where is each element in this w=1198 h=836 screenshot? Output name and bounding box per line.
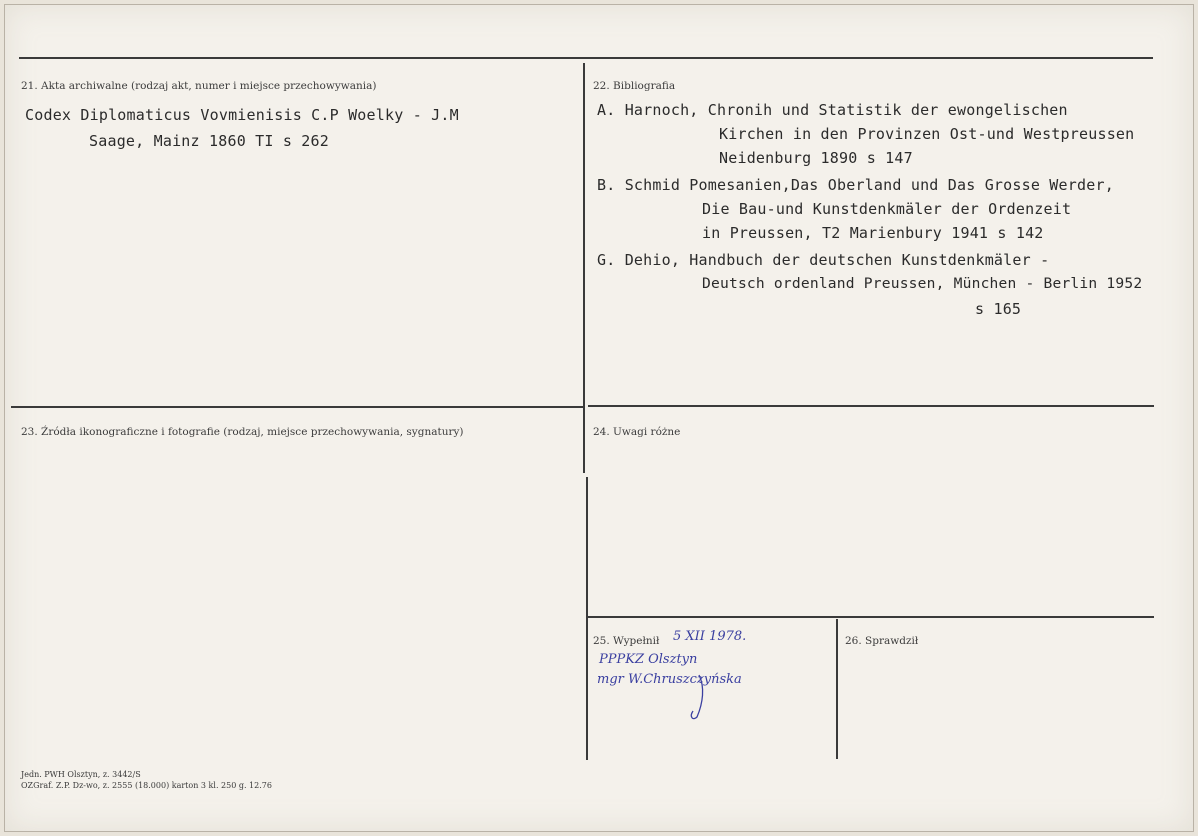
- signature-divider: [836, 619, 838, 759]
- bibliography-line-7: G. Dehio, Handbuch der deutschen Kunstdenkmäler -: [597, 251, 1050, 269]
- bibliography-line-9: s 165: [975, 300, 1022, 318]
- center-divider-upper: [583, 63, 585, 411]
- footer-line-2: OZGraf. Z.P. Dz-wo, z. 2555 (18.000) karton 3 kl. 250 g. 12.76: [21, 781, 272, 790]
- section-22-label: 22. Bibliografia: [593, 80, 676, 92]
- middle-rule-left: [11, 406, 584, 408]
- bibliography-line-2: Kirchen in den Provinzen Ost-und Westpreussen: [719, 125, 1135, 143]
- record-card: [4, 4, 1194, 832]
- bibliography-line-8: Deutsch ordenland Preussen, München - Berlin 1952: [702, 275, 1143, 292]
- bibliography-line-5: Die Bau-und Kunstdenkmäler der Ordenzeit: [702, 200, 1072, 218]
- top-rule: [19, 57, 1153, 59]
- signature-flourish: [685, 673, 715, 723]
- section-23-label: 23. Źródła ikonograficzne i fotografie (rodzaj, miejsce przechowywania, sygnatury): [21, 426, 464, 438]
- signature-rule: [588, 616, 1154, 618]
- center-divider-lower: [586, 477, 588, 760]
- section-26-label: 26. Sprawdził: [845, 635, 919, 647]
- handwritten-institution: PPPKZ Olsztyn: [599, 652, 698, 667]
- bibliography-line-4: B. Schmid Pomesanien,Das Oberland und Das Grosse Werder,: [597, 176, 1114, 194]
- section-21-line-2: Saage, Mainz 1860 TI s 262: [89, 132, 329, 150]
- center-divider-middle: [583, 411, 585, 473]
- footer-line-1: Jedn. PWH Olsztyn, z. 3442/S: [21, 770, 141, 779]
- bibliography-line-6: in Preussen, T2 Marienbury 1941 s 142: [702, 224, 1044, 242]
- middle-rule-right: [588, 405, 1154, 407]
- handwritten-signature: mgr W.Chruszczyńska: [597, 672, 742, 687]
- section-21-line-1: Codex Diplomaticus Vovmienisis C.P Woelky - J.M: [25, 106, 459, 124]
- handwritten-date: 5 XII 1978.: [673, 629, 747, 644]
- bibliography-line-3: Neidenburg 1890 s 147: [719, 149, 913, 167]
- section-25-label: 25. Wypełnił: [593, 635, 660, 647]
- section-24-label: 24. Uwagi różne: [593, 426, 681, 438]
- bibliography-line-1: A. Harnoch, Chronih und Statistik der ewongelischen: [597, 101, 1068, 119]
- section-21-label: 21. Akta archiwalne (rodzaj akt, numer i miejsce przechowywania): [21, 80, 377, 92]
